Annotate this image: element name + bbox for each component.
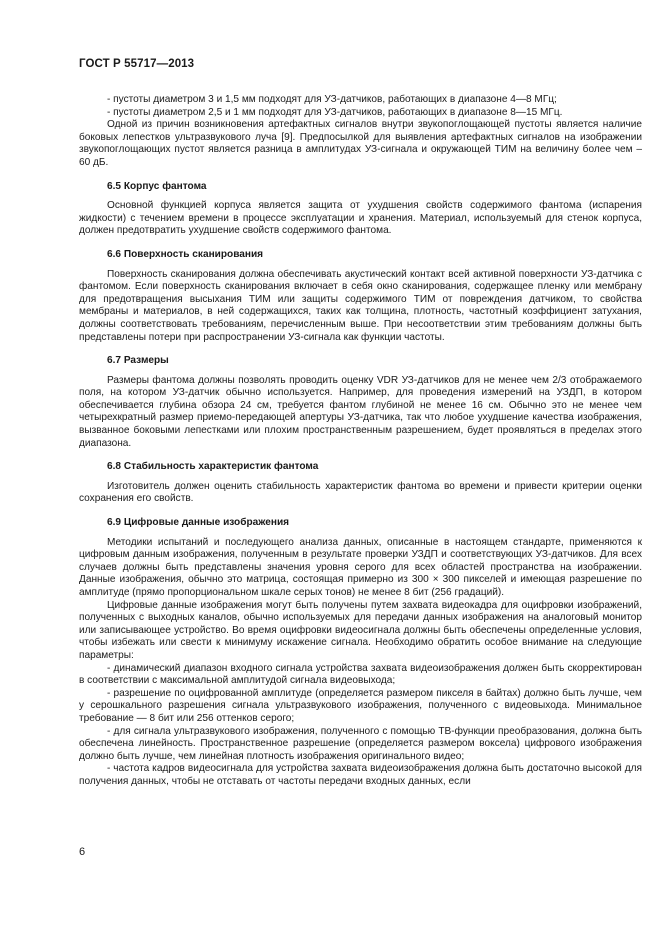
- document-body: [79, 94, 642, 789]
- section-heading: 6.8 Стабильность характеристик фантома: [107, 461, 319, 473]
- list-item: - динамический диапазон входного сигнала устройства захвата видеоизображения должен быть скорректирован в соответствии с максимальной амплитудой сигнала видеовыхода;: [79, 662, 642, 687]
- paragraph: Основной функцией корпуса является защита от ухудшения свойств содержимого фантома (испарения жидкости) с течением времени в процессе эксплуатации и хранения. Материал, используемый для стенок корпуса, должен предотвратить ухудшение свойств содержимого фантома.: [79, 200, 642, 237]
- paragraph: Методики испытаний и последующего анализа данных, описанные в настоящем стандарте, применяются к цифровым данным изображения, полученным в результате проверки УЗДП и соответствующих УЗ-датчиков. Для всех случаев должны быть представлены значения уровня серого для всех областей пространства на изображении. Данные изображения, обычно это матрица, состоящая примерно из 300 × 300 пикселей и имеющая разрешение по амплитуде (прямо пропорциональном шкале серых тонов) не менее 8 бит (256 градаций).: [79, 536, 642, 598]
- list-item: - разрешение по оцифрованной амплитуде (определяется размером пикселя в байтах) должно быть лучше, чем у серошкального разрешения сигнала ультразвукового изображения, полученного с видеовыхода. Минимальное требование — 8 бит или 256 оттенков серого;: [79, 687, 642, 724]
- list-item: - для сигнала ультразвукового изображения, полученного с помощью ТВ-функции преобразования, должна быть обеспечена линейность. Пространственное разрешение (определяется размером воксела) цифрового изображения должно быть лучше, чем линейная плотность изображения оригинального видео;: [79, 725, 642, 762]
- page-number: 6: [79, 846, 86, 858]
- list-item: - пустоты диаметром 3 и 1,5 мм подходят для УЗ-датчиков, работающих в диапазоне 4—8 МГц;: [107, 94, 557, 105]
- list-item: - пустоты диаметром 2,5 и 1 мм подходят для УЗ-датчиков, работающих в диапазоне 8—15 МГц.: [107, 106, 563, 118]
- paragraph: Одной из причин возникновения артефактных сигналов внутри звукопоглощающей пустоты является наличие боковых лепестков ультразвукового луча [9]. Предпосылкой для выявления артефактных сигналов на изображении звукопоглощающих пустот является разница в амплитудах УЗ-сигнала и окружающей ТИМ на величину более чем – 60 дБ.: [79, 119, 642, 168]
- section-heading: 6.9 Цифровые данные изображения: [107, 517, 290, 529]
- document-header: ГОСТ Р 55717—2013: [79, 58, 195, 70]
- paragraph: Изготовитель должен оценить стабильность характеристик фантома во времени и привести критерии оценки сохранения его свойств.: [79, 480, 642, 505]
- list-item: - частота кадров видеосигнала для устройства захвата видеоизображения должна быть достаточно высокой для получения данных, чтобы не отставать от частоты передачи входных данных, если: [79, 763, 642, 787]
- section-heading: 6.6 Поверхность сканирования: [107, 248, 264, 260]
- paragraph: Цифровые данные изображения могут быть получены путем захвата видеокадра для оцифровки изображений, полученных с выходных каналов, обычно используемых для передачи данных изображения на аналоговый монитор или записывающее устройство. Во время оцифровки видеосигнала должны быть обеспечены определенные условия, чтобы избежать или свести к минимуму искажение сигнала. Необходимо обратить особое внимание на следующие параметры:: [79, 599, 642, 661]
- section-heading: 6.5 Корпус фантома: [107, 180, 207, 192]
- paragraph: Поверхность сканирования должна обеспечивать акустический контакт всей активной поверхности УЗ-датчика с фантомом. Если поверхность сканирования включает в себя окно сканирования, содержащее пленку или мембрану для предотвращения высыхания ТИМ или защиты содержимого ТИМ от повреждения датчиком, то свойства мембраны и материалов, в ней содержащихся, таких как толщина, плотность, частотный коэффициент затухания, должны соответствовать требованиям, перечисленным выше. При несоответствии этим требованиям должны быть представлены потери при распространении УЗ-сигнала как функции частоты.: [79, 268, 642, 343]
- section-heading: 6.7 Размеры: [107, 355, 169, 367]
- paragraph: Размеры фантома должны позволять проводить оценку VDR УЗ-датчиков для не менее чем 2/3 отображаемого поля, на котором УЗ-датчик обычно используется. Например, для проведения измерений на УЗДП, в котором обеспечивается глубина обзора 24 см, требуется фантом глубиной не менее 16 см. Обычно это не менее чем четырехкратный размер приемо-передающей апертуры УЗ-датчика, так что любое ухудшение качества изображения, вызванное боковыми лепестками или плохим пространственным разрешением, будет проявляться в пределах этого диапазона.: [79, 374, 642, 449]
